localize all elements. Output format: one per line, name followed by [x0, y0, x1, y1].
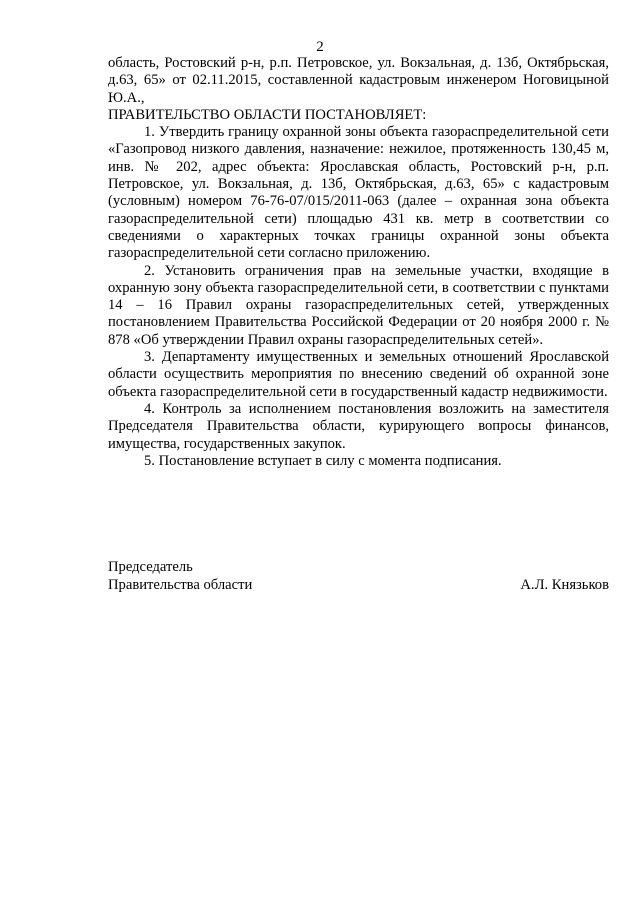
- clause-1: 1. Утвердить границу охранной зоны объекта газораспределительной сети «Газопровод низкого давления, назначение: нежилое, протяженность 130,45 м, инв. № 202, адрес объекта: Ярославская область, Ростовский р-н, р.п. Петровское, ул. Вокзальная, д. 13б, Октябрьская, д.63, 65» с кадастровым (условным) номером 76-76-07/015/2011-063 (далее – охранная зона объекта газораспределительной сети) площадью 431 кв. метр в соответствии со сведениями о характерных точках границы охранной зоны объекта газораспределительной сети согласно приложению.: [108, 124, 609, 262]
- clause-3: 3. Департаменту имущественных и земельных отношений Ярославской области осуществить мероприятия по внесению сведений об охранной зоне объекта газораспределительной сети в государственный кадастр недвижимости.: [108, 349, 609, 400]
- resolution-heading: ПРАВИТЕЛЬСТВО ОБЛАСТИ ПОСТАНОВЛЯЕТ:: [108, 106, 427, 123]
- page-number: 2: [316, 39, 324, 55]
- signature-block: [108, 559, 609, 594]
- intro-paragraph: область, Ростовский р-н, р.п. Петровское, ул. Вокзальная, д. 13б, Октябрьская, д.63, 65» от 02.11.2015, составленной кадастровым инженером Ноговицыной Ю.А.,: [108, 55, 609, 106]
- signatory-title-line1: Председатель: [108, 559, 193, 575]
- signatory-name: А.Л. Князьков: [520, 576, 609, 593]
- signature-line: [108, 577, 609, 595]
- document-body: [108, 55, 609, 470]
- clause-5: 5. Постановление вступает в силу с момента подписания.: [144, 452, 502, 469]
- signatory-title-line2: Правительства области: [108, 576, 253, 593]
- clause-2: 2. Установить ограничения прав на земельные участки, входящие в охранную зону объекта газораспределительной сети, в соответствии с пунктами 14 – 16 Правил охраны газораспределительных сетей, утвержденных постановлением Правительства Российской Федерации от 20 ноября 2000 г. № 878 «Об утверждении Правил охраны газораспределительных сетей».: [108, 262, 609, 348]
- clause-4: 4. Контроль за исполнением постановления возложить на заместителя Председателя Правительства области, курирующего вопросы финансов, имущества, государственных закупок.: [108, 400, 609, 452]
